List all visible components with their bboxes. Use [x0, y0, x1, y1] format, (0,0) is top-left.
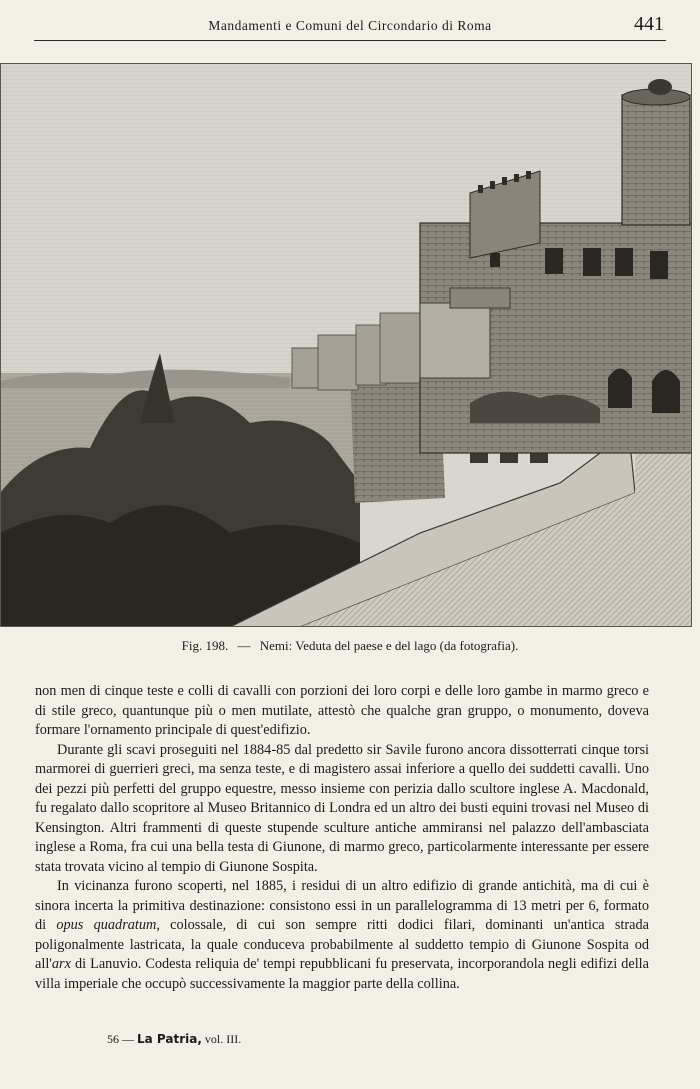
caption-dash: — — [237, 638, 251, 653]
opus-quadratum-term: opus quadratum — [56, 917, 157, 933]
paragraph-3 — [35, 877, 649, 994]
engraving-nemi — [0, 63, 692, 627]
publication-title: La Patria, — [137, 1032, 202, 1046]
signature-dash: — — [122, 1032, 134, 1046]
volume-label: vol. III. — [204, 1032, 242, 1046]
signature-number: 56 — [107, 1032, 119, 1046]
running-title: Mandamenti e Comuni del Circondario di Roma — [208, 18, 492, 33]
signature-line — [107, 1032, 241, 1047]
running-head — [34, 10, 666, 41]
figure-caption — [0, 638, 700, 654]
page-number: 441 — [634, 13, 664, 35]
paragraph-3-part-1: In vicinanza furono scoperti, nel 1885, i residui di un altro edifizio di grande antichità, ma di cui è sinora incerta la primitiva destinazione: consistono essi in un parallelogramma di 13 metri per 6, formato di — [35, 878, 649, 933]
paragraph-2: Durante gli scavi proseguiti nel 1884-85 dal predetto sir Savile furono ancora dissotterrati cinque torsi marmorei di guerrieri greci, ma senza teste, e di magistero assai inferiore a quello dei suddetti cavalli. Uno dei pezzi più perfetti del gruppo equestre, messo insieme con perizia dallo scultore inglese A. Macdonald, fu regalato dallo scopritore al Museo Britannico di Londra ed un altro dei busti equini trovasi nel Museo di Kensington. Altri frammenti di queste stupende sculture antiche ammiransi nel palazzo dell'ambasciata inglese a Roma, fra cui una bella testa di Giunone, di marmo greco, particolarmente interessante per essere stata trovata vicino al tempio di Giunone Sospita. — [35, 741, 649, 875]
caption-text: Nemi: Veduta del paese e del lago (da fotografia). — [259, 638, 519, 653]
paragraph-1: non men di cinque teste e colli di cavalli con porzioni dei loro corpi e delle loro gambe in marmo greco e di stile greco, quantunque più o men mutilate, attestò che qualche gran gruppo, o monumento, doveva formare l'ornamento principale di quest'edifizio. — [35, 683, 649, 738]
arx-term: arx — [51, 956, 71, 972]
paragraph-3-part-2: , colossale, di cui son sempre ritti dodici filari, dominanti un'antica strada poligonalmente lastricata, la quale conduceva probabilmente al suddetto tempio di Giunone Sospita od all' — [35, 917, 649, 972]
caption-number: Fig. 198. — [181, 638, 229, 653]
paragraph-3-part-3: di Lanuvio. Codesta reliquia de' tempi repubblicani fu preservata, incorporandola negli edifizi della villa imperiale che occupò successivamente la maggior parte della collina. — [35, 956, 649, 992]
engraving-illustration — [0, 63, 692, 627]
body-text — [35, 682, 649, 994]
